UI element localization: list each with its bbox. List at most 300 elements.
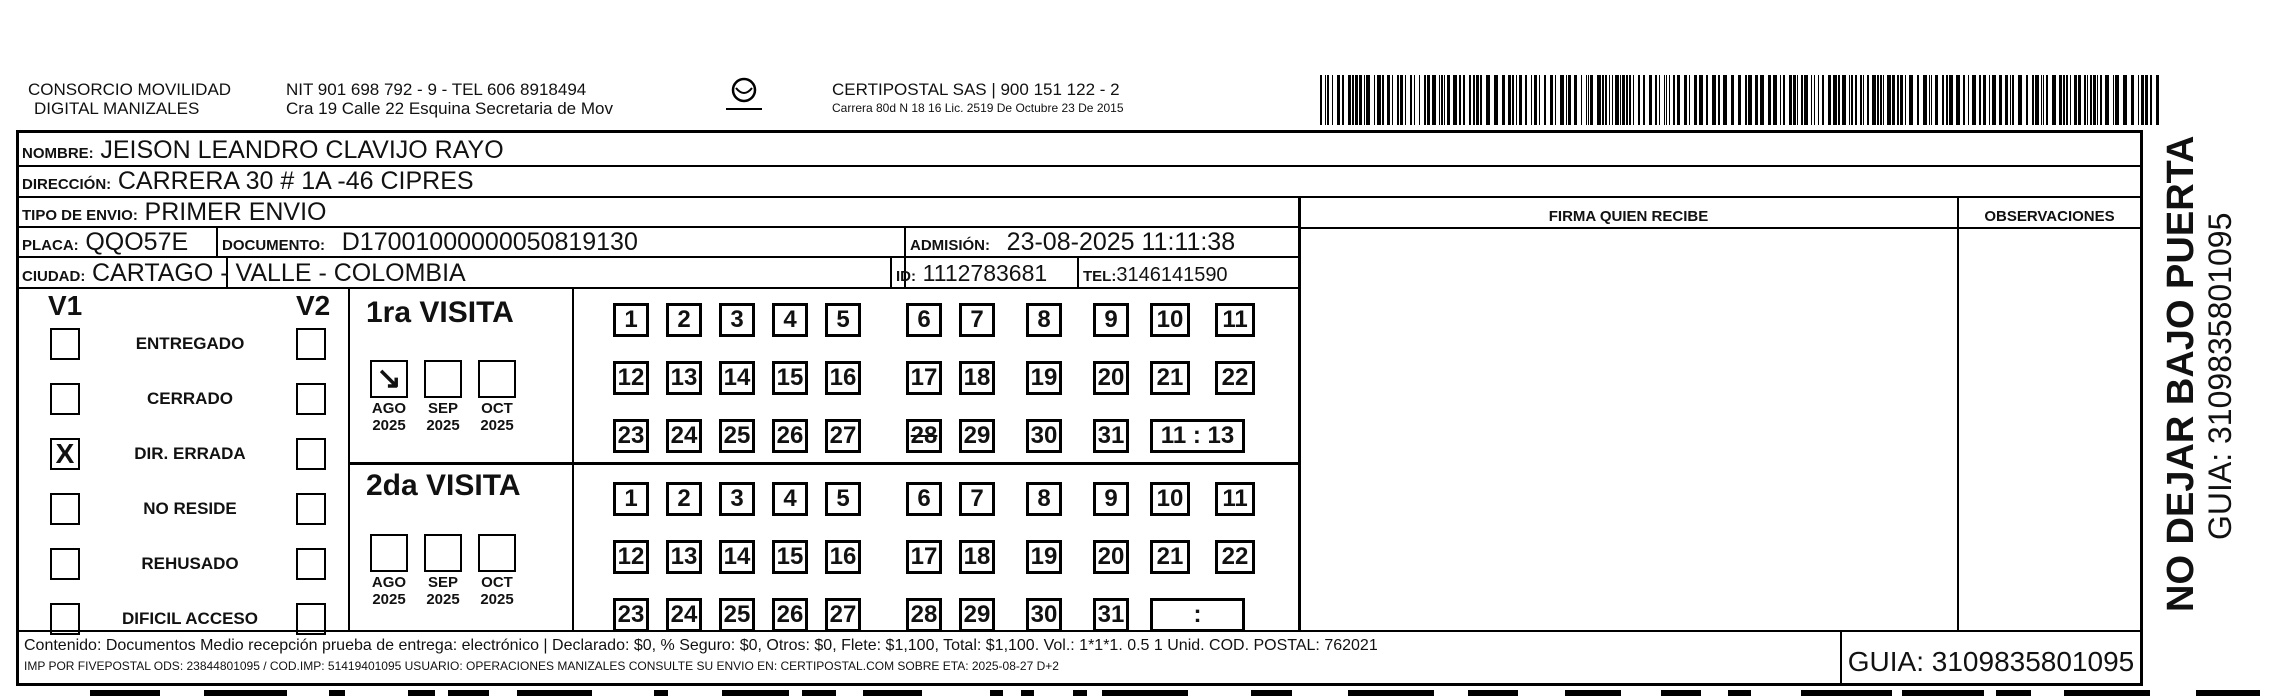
barcode-bar <box>1620 75 1621 125</box>
day-box[interactable]: 6 <box>906 303 942 337</box>
barcode-bar <box>1525 75 1527 125</box>
barcode-bar <box>2150 75 2152 125</box>
barcode-bar <box>1694 75 1697 125</box>
barcode-bar <box>863 690 922 696</box>
nombre-value: JEISON LEANDRO CLAVIJO RAYO <box>100 136 504 164</box>
footer-content <box>24 636 1378 676</box>
v1-checkbox[interactable] <box>50 328 80 360</box>
day-box[interactable]: 10 <box>1150 482 1190 516</box>
day-box[interactable]: 13 <box>666 540 702 574</box>
barcode-bar <box>1432 75 1436 125</box>
visit-time-box[interactable]: 11 : 13 <box>1150 419 1245 453</box>
month-year: 2025 <box>480 591 514 608</box>
day-box[interactable]: 26 <box>772 419 808 453</box>
day-box[interactable]: 30 <box>1026 419 1062 453</box>
barcode-bar <box>1597 75 1601 125</box>
status-label: DIR. ERRADA <box>134 444 246 463</box>
day-box[interactable]: 8 <box>1026 303 1062 337</box>
placa-value: QQO57E <box>85 228 189 256</box>
day-box[interactable]: 28 <box>906 598 942 632</box>
barcode-bar <box>2026 75 2028 125</box>
barcode-bar <box>1332 75 1333 125</box>
day-box[interactable]: 31 <box>1093 419 1129 453</box>
v1-check-mark <box>52 550 78 578</box>
day-box[interactable]: 28 <box>906 419 942 453</box>
barcode-bar <box>2005 75 2008 125</box>
barcode-bar <box>1972 75 1976 125</box>
nombre-label: NOMBRE: <box>22 145 94 162</box>
month-name: AGO <box>371 574 407 591</box>
barcode-bar <box>1615 75 1619 125</box>
barcode-bar <box>1999 75 2002 125</box>
day-box[interactable]: 10 <box>1150 303 1190 337</box>
barcode-bar <box>1605 75 1607 125</box>
barcode-bar <box>2043 75 2044 125</box>
day-box[interactable]: 24 <box>666 419 702 453</box>
v1-checkbox[interactable] <box>50 548 80 580</box>
month-year: 2025 <box>426 591 460 608</box>
v2-checkbox[interactable] <box>296 438 326 470</box>
barcode-bar <box>1590 75 1593 125</box>
barcode-bar <box>1476 75 1479 125</box>
barcode-bar <box>1581 75 1582 125</box>
status-label: ENTREGADO <box>135 334 245 353</box>
barcode-bar <box>1439 75 1440 125</box>
barcode-bar <box>1463 75 1465 125</box>
day-box[interactable]: 22 <box>1215 361 1255 395</box>
barcode-bar <box>2046 75 2048 125</box>
v1-checkbox[interactable] <box>50 438 80 470</box>
bottom-barcode-fragment <box>90 690 2270 696</box>
barcode-bar <box>1983 75 1986 125</box>
v2-check-mark <box>298 330 324 358</box>
day-box[interactable]: 8 <box>1026 482 1062 516</box>
month-checkbox[interactable] <box>370 534 408 572</box>
barcode-bar <box>2041 75 2042 125</box>
barcode-bar <box>1863 75 1864 125</box>
month-label <box>470 400 524 434</box>
side-no-dejar: NO DEJAR BAJO PUERTA <box>2160 135 2202 612</box>
barcode-bar <box>1337 75 1340 125</box>
certipostal-line2: Carrera 80d N 18 16 Lic. 2519 De Octubre 23 De 2015 <box>832 101 1124 115</box>
barcode-bar <box>1427 75 1430 125</box>
barcode-bar <box>1849 75 1850 125</box>
month-year: 2025 <box>372 591 406 608</box>
barcode-bar <box>1565 690 1621 696</box>
observaciones-header: OBSERVACIONES <box>1984 208 2115 225</box>
barcode-bar <box>1956 75 1960 125</box>
v1-check-mark <box>52 385 78 413</box>
day-box[interactable]: 4 <box>772 303 808 337</box>
barcode-bar <box>1718 75 1720 125</box>
barcode-bar <box>1320 75 1322 125</box>
barcode-bar <box>1833 75 1837 125</box>
v2-checkbox[interactable] <box>296 493 326 525</box>
v2-check-mark <box>298 495 324 523</box>
day-box[interactable]: 2 <box>666 303 702 337</box>
barcode-bar <box>1560 75 1564 125</box>
day-box[interactable]: 14 <box>719 540 755 574</box>
status-label: CERRADO <box>147 389 233 408</box>
admision-cell <box>910 228 1235 260</box>
footer-line <box>16 630 2143 632</box>
v2-check-mark <box>298 550 324 578</box>
month-name: AGO <box>371 400 407 417</box>
barcode-bar <box>1397 75 1399 125</box>
barcode-bar <box>1818 75 1819 125</box>
certipostal-line1: CERTIPOSTAL SAS | 900 151 122 - 2 <box>832 80 1120 99</box>
day-box[interactable]: 7 <box>959 482 995 516</box>
barcode-bar <box>1419 75 1420 125</box>
day-box[interactable]: 19 <box>1026 540 1062 574</box>
v2-checkbox[interactable] <box>296 328 326 360</box>
day-box[interactable]: 18 <box>959 540 995 574</box>
barcode-bar <box>1550 75 1553 125</box>
v1-check-mark <box>52 495 78 523</box>
day-box[interactable]: 11 <box>1215 482 1255 516</box>
day-box[interactable]: 21 <box>1150 361 1190 395</box>
barcode-bar <box>1494 75 1498 125</box>
barcode-bar <box>1793 75 1796 125</box>
v2-checkbox[interactable] <box>296 603 326 635</box>
status-label: DIFICIL ACCESO <box>121 609 258 628</box>
day-box[interactable]: 1 <box>613 303 649 337</box>
barcode-bar <box>1842 75 1846 125</box>
direccion-label: DIRECCIÓN: <box>22 176 112 193</box>
barcode-bar <box>1931 75 1932 125</box>
day-box[interactable]: 25 <box>719 419 755 453</box>
col-obs-left <box>1957 196 1959 632</box>
day-box[interactable]: 26 <box>772 598 808 632</box>
barcode-bar <box>1900 75 1903 125</box>
day-box[interactable]: 6 <box>906 482 942 516</box>
barcode-bar <box>1602 75 1604 125</box>
barcode-bar <box>1531 75 1532 125</box>
col-id <box>890 258 892 288</box>
barcode-bar <box>2138 75 2139 125</box>
day-box[interactable]: 5 <box>825 303 861 337</box>
ciudad-label: CIUDAD: <box>22 268 86 285</box>
barcode-bar <box>2035 75 2039 125</box>
barcode-bar <box>1516 75 1517 125</box>
day-box[interactable]: 31 <box>1093 598 1129 632</box>
second-visit-title: 2da VISITA <box>366 469 521 502</box>
barcode-bar <box>2010 75 2011 125</box>
v1-checkbox[interactable] <box>50 603 80 635</box>
month-checkbox[interactable] <box>424 360 462 398</box>
v1-header: V1 <box>48 290 83 321</box>
barcode-bar <box>1453 75 1457 125</box>
barcode-bar <box>1468 690 1518 696</box>
day-box[interactable]: 27 <box>825 419 861 453</box>
documento-cell <box>222 228 638 260</box>
barcode-bar <box>1797 75 1798 125</box>
barcode-bar <box>2074 75 2077 125</box>
barcode-bar <box>1664 75 1665 125</box>
day-box[interactable]: 16 <box>825 540 861 574</box>
barcode-bar <box>1728 690 1752 696</box>
barcode-bar <box>802 690 836 696</box>
barcode-bar <box>1649 75 1652 125</box>
barcode-bar <box>1880 75 1882 125</box>
v2-checkbox[interactable] <box>296 383 326 415</box>
barcode-bar <box>1327 75 1329 125</box>
barcode-bar <box>1789 75 1792 125</box>
barcode-bar <box>1626 75 1628 125</box>
barcode-bar <box>517 690 591 696</box>
barcode-bar <box>2123 75 2127 125</box>
tipo-value: PRIMER ENVIO <box>144 198 327 226</box>
barcode-bar <box>1473 75 1475 125</box>
side-guia: GUIA: 3109835801095 <box>2202 212 2238 540</box>
day-box[interactable]: 30 <box>1026 598 1062 632</box>
day-box[interactable]: 29 <box>959 598 995 632</box>
day-box[interactable]: 2 <box>666 482 702 516</box>
month-name: OCT <box>481 400 513 417</box>
barcode-bar <box>1989 75 1990 125</box>
month-year: 2025 <box>372 417 406 434</box>
barcode-bar <box>408 690 435 696</box>
frame-bottom <box>16 683 2143 686</box>
barcode-bar <box>1669 75 1670 125</box>
direccion-row <box>22 167 474 199</box>
barcode-bar <box>2100 75 2102 125</box>
day-box[interactable]: 1 <box>613 482 649 516</box>
tipo-row <box>22 198 327 230</box>
visit-time-box[interactable]: : <box>1150 598 1245 632</box>
barcode-bar <box>1738 75 1741 125</box>
ciudad-value: CARTAGO - VALLE - COLOMBIA <box>92 259 466 287</box>
barcode-bar <box>1814 75 1815 125</box>
col-doc-adm <box>904 226 906 257</box>
month-checkbox[interactable] <box>424 534 462 572</box>
barcode-bar <box>1486 75 1490 125</box>
day-box[interactable]: 11 <box>1215 303 1255 337</box>
day-box[interactable]: 16 <box>825 361 861 395</box>
day-box[interactable]: 22 <box>1215 540 1255 574</box>
barcode-bar <box>722 690 789 696</box>
col-firma-left <box>1298 196 1301 632</box>
barcode-bar <box>1643 75 1645 125</box>
barcode-bar <box>1872 75 1876 125</box>
day-box[interactable]: 12 <box>613 361 649 395</box>
barcode-bar <box>1638 75 1640 125</box>
barcode-bar <box>1811 75 1812 125</box>
barcode-bar <box>1963 75 1965 125</box>
tel-label: TEL: <box>1083 268 1117 285</box>
barcode-bar <box>1773 75 1777 125</box>
day-box[interactable]: 13 <box>666 361 702 395</box>
barcode-bar <box>1659 75 1660 125</box>
barcode-bar <box>2084 75 2086 125</box>
day-box[interactable]: 21 <box>1150 540 1190 574</box>
barcode-bar <box>2070 75 2071 125</box>
barcode-bar <box>204 690 287 696</box>
barcode-bar <box>2113 75 2114 125</box>
day-box[interactable]: 5 <box>825 482 861 516</box>
day-box[interactable]: 3 <box>719 482 755 516</box>
barcode-bar <box>1609 75 1610 125</box>
day-box[interactable]: 15 <box>772 540 808 574</box>
barcode-bar <box>1946 75 1948 125</box>
logo-icon <box>722 76 766 120</box>
month-checkbox[interactable] <box>478 534 516 572</box>
barcode-bar <box>1612 75 1613 125</box>
barcode-bar <box>329 690 345 696</box>
day-box[interactable]: 29 <box>959 419 995 453</box>
footer-line2: IMP POR FIVEPOSTAL ODS: 23844801095 / COD.IMP: 51419401095 USUARIO: OPERACIONES MANIZALES CONSULTE SU ENVIO EN: CERTIPOSTAL.COM SOBRE ETA: 2025-08-27 D+2 <box>24 659 1059 673</box>
day-box[interactable]: 12 <box>613 540 649 574</box>
nit-block <box>286 80 613 118</box>
day-box[interactable]: 4 <box>772 482 808 516</box>
day-box[interactable]: 20 <box>1093 540 1129 574</box>
certipostal-block <box>832 80 1124 118</box>
barcode-bar <box>1519 75 1522 125</box>
barcode-bar <box>2141 75 2144 125</box>
barcode-bar <box>2018 75 2022 125</box>
day-box[interactable]: 9 <box>1093 482 1129 516</box>
footer-line1: Contenido: Documentos Medio recepción prueba de entrega: electrónico | Declarado: $0, % Seguro: $0, Otros: $0, Flete: $1,100, Total: $1,100. Vol.: 1*1*1. 0.5 1 Unid. COD. POSTAL: 762021 <box>24 637 1378 654</box>
first-visit-title: 1ra VISITA <box>366 296 514 329</box>
barcode-bar <box>1377 75 1381 125</box>
barcode-bar <box>1828 75 1831 125</box>
barcode-bar <box>1355 75 1358 125</box>
month-label <box>470 574 524 608</box>
barcode-bar <box>2196 690 2260 696</box>
status-label: REHUSADO <box>141 554 239 573</box>
documento-value: D17001000000050819130 <box>341 228 638 256</box>
barcode-bar <box>1745 75 1747 125</box>
barcode-bar <box>1877 75 1879 125</box>
barcode-bar <box>2078 75 2081 125</box>
barcode-bar <box>2059 75 2062 125</box>
day-box[interactable]: 20 <box>1093 361 1129 395</box>
id-cell <box>896 259 1047 291</box>
barcode-bar <box>1923 75 1927 125</box>
id-label: ID: <box>896 268 916 285</box>
barcode-bar <box>2064 690 2150 696</box>
v2-checkbox[interactable] <box>296 548 326 580</box>
barcode-bar <box>2097 75 2098 125</box>
barcode-bar <box>1887 75 1891 125</box>
nit-line2: Cra 19 Calle 22 Esquina Secretaria de Mov <box>286 99 613 118</box>
nombre-row <box>22 136 504 168</box>
v1-checkbox[interactable] <box>50 493 80 525</box>
barcode-bar <box>1838 75 1840 125</box>
barcode-bar <box>1348 690 1434 696</box>
day-box[interactable]: 27 <box>825 598 861 632</box>
placa-cell <box>22 228 188 260</box>
barcode-bar <box>1469 75 1471 125</box>
barcode-bar <box>90 690 160 696</box>
v2-check-mark <box>298 440 324 468</box>
barcode-bar <box>1929 75 1930 125</box>
day-box[interactable]: 25 <box>719 598 755 632</box>
month-label <box>416 400 470 434</box>
nit-line1: NIT 901 698 792 - 9 - TEL 606 8918494 <box>286 80 587 99</box>
barcode <box>1320 75 2165 125</box>
barcode-bar <box>2090 75 2092 125</box>
barcode-bar <box>1804 75 1808 125</box>
barcode-bar <box>1414 75 1415 125</box>
day-box[interactable]: 15 <box>772 361 808 395</box>
month-check-mark: ↘ <box>376 362 402 395</box>
status-label: NO RESIDE <box>143 499 237 518</box>
barcode-bar <box>1968 75 1969 125</box>
col-footer-guia <box>1840 630 1842 686</box>
barcode-bar <box>2093 75 2096 125</box>
barcode-bar <box>1699 75 1703 125</box>
barcode-bar <box>1768 75 1771 125</box>
barcode-bar <box>1917 75 1919 125</box>
v2-header: V2 <box>296 290 331 321</box>
barcode-bar <box>1748 75 1752 125</box>
documento-label: DOCUMENTO: <box>222 237 326 254</box>
month-label <box>362 400 416 434</box>
barcode-bar <box>1666 75 1667 125</box>
month-name: SEP <box>427 400 458 417</box>
barcode-bar <box>1502 75 1505 125</box>
barcode-bar <box>1949 75 1953 125</box>
barcode-bar <box>1586 75 1587 125</box>
month-checkbox[interactable] <box>370 360 408 398</box>
day-box[interactable]: 23 <box>613 598 649 632</box>
id-value: 1112783681 <box>922 260 1048 286</box>
month-label <box>416 574 470 608</box>
barcode-bar <box>2063 75 2065 125</box>
barcode-bar <box>1387 75 1390 125</box>
barcode-bar <box>1655 75 1657 125</box>
col-tel <box>1077 258 1079 288</box>
barcode-bar <box>1539 75 1540 125</box>
barcode-bar <box>1979 75 1981 125</box>
barcode-bar <box>1633 75 1634 125</box>
footer-guia: GUIA: 3109835801095 <box>1847 646 2135 677</box>
barcode-bar <box>1405 75 1406 125</box>
day-box[interactable]: 9 <box>1093 303 1129 337</box>
barcode-bar <box>1897 75 1899 125</box>
barcode-bar <box>1992 75 1996 125</box>
barcode-bar <box>2115 75 2119 125</box>
day-box[interactable]: 14 <box>719 361 755 395</box>
month-checkbox[interactable] <box>478 360 516 398</box>
barcode-bar <box>1622 75 1625 125</box>
col-placa-doc <box>216 226 218 257</box>
barcode-bar <box>1588 75 1589 125</box>
tel-cell <box>1083 260 1228 291</box>
barcode-bar <box>1348 75 1351 125</box>
day-box[interactable]: 17 <box>906 361 942 395</box>
day-box[interactable]: 7 <box>959 303 995 337</box>
barcode-bar <box>1801 75 1803 125</box>
barcode-bar <box>1996 690 2031 696</box>
barcode-bar <box>1760 75 1764 125</box>
barcode-bar <box>1480 75 1482 125</box>
month-year: 2025 <box>426 417 460 434</box>
v1-checkbox[interactable] <box>50 383 80 415</box>
day-box[interactable]: 18 <box>959 361 995 395</box>
barcode-bar <box>1731 75 1734 125</box>
barcode-bar <box>1860 75 1862 125</box>
day-box[interactable]: 17 <box>906 540 942 574</box>
day-box[interactable]: 24 <box>666 598 702 632</box>
barcode-bar <box>1755 75 1758 125</box>
firma-header: FIRMA QUIEN RECIBE <box>1548 208 1709 225</box>
day-box[interactable]: 19 <box>1026 361 1062 395</box>
day-box[interactable]: 23 <box>613 419 649 453</box>
barcode-bar <box>1544 75 1546 125</box>
day-box[interactable]: 3 <box>719 303 755 337</box>
